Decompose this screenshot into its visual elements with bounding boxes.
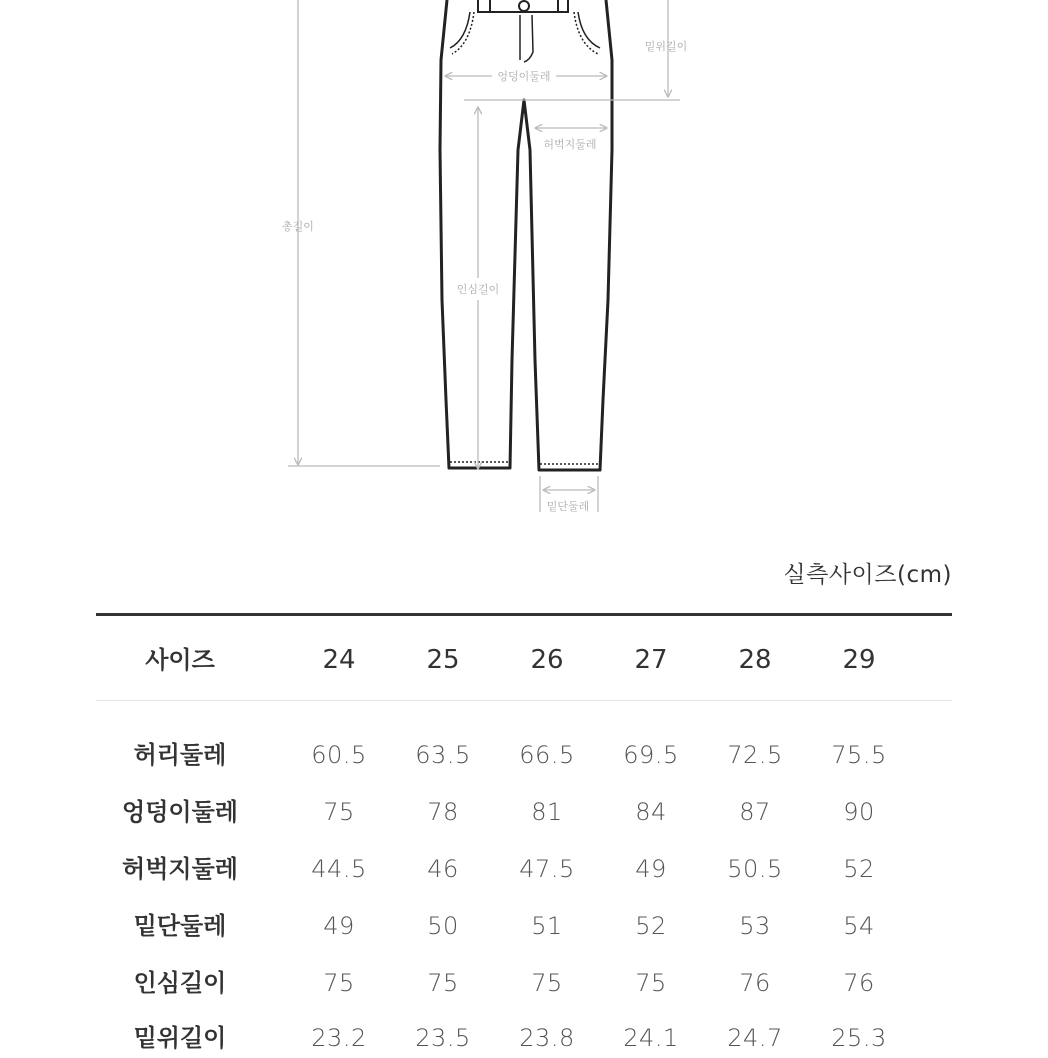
table-cell: 76 (843, 969, 875, 997)
table-cell: 54 (843, 912, 875, 940)
table-cell: 75 (323, 798, 355, 826)
table-cell: 50.5 (727, 855, 783, 883)
table-cell: 49 (635, 855, 667, 883)
size-col-4: 27 (634, 645, 668, 675)
size-col-1: 24 (322, 645, 356, 675)
table-row-hem (96, 906, 952, 946)
dimension-lines (288, 0, 680, 512)
size-col-5: 28 (738, 645, 772, 675)
row-label: 허벅지둘레 (122, 855, 238, 883)
table-cell: 75 (635, 969, 667, 997)
table-cell: 49 (323, 912, 355, 940)
waistband (478, 0, 568, 12)
table-cell: 75.5 (831, 741, 887, 769)
table-cell: 78 (427, 798, 459, 826)
label-inseam: 인심길이 (456, 283, 500, 296)
label-rise: 밑위길이 (644, 40, 688, 53)
table-header-divider (96, 700, 952, 701)
table-top-rule (96, 613, 952, 616)
table-cell: 90 (843, 798, 875, 826)
table-row-thigh (96, 849, 952, 889)
table-cell: 75 (323, 969, 355, 997)
table-cell: 47.5 (519, 855, 575, 883)
header-label: 사이즈 (145, 646, 215, 674)
table-cell: 24.7 (727, 1024, 783, 1052)
label-thigh: 허벅지둘레 (543, 138, 597, 151)
table-cell: 52 (635, 912, 667, 940)
size-col-2: 25 (426, 645, 460, 675)
table-cell: 24.1 (623, 1024, 679, 1052)
table-cell: 84 (635, 798, 667, 826)
row-label: 허리둘레 (133, 741, 227, 769)
table-cell: 23.8 (519, 1024, 575, 1052)
label-total-length: 총길이 (282, 220, 314, 233)
table-cell: 44.5 (311, 855, 367, 883)
table-cell: 50 (427, 912, 459, 940)
table-row-inseam (96, 963, 952, 1003)
label-hip: 엉덩이둘레 (497, 70, 551, 83)
label-hem: 밑단둘레 (546, 500, 590, 513)
table-cell: 53 (739, 912, 771, 940)
table-unit-title: 실측사이즈(cm) (783, 562, 952, 588)
table-cell: 72.5 (727, 741, 783, 769)
row-label: 밑단둘레 (133, 912, 227, 940)
table-row-rise (96, 1018, 952, 1058)
table-cell: 75 (531, 969, 563, 997)
table-cell: 81 (531, 798, 563, 826)
table-cell: 87 (739, 798, 771, 826)
table-cell: 63.5 (415, 741, 471, 769)
table-cell: 25.3 (831, 1024, 887, 1052)
table-cell: 75 (427, 969, 459, 997)
size-col-6: 29 (842, 645, 876, 675)
table-cell: 23.5 (415, 1024, 471, 1052)
row-label: 인심길이 (133, 969, 227, 997)
table-row-hip (96, 792, 952, 832)
table-cell: 52 (843, 855, 875, 883)
size-col-3: 26 (530, 645, 564, 675)
row-label: 밑위길이 (133, 1024, 227, 1052)
table-cell: 76 (739, 969, 771, 997)
table-cell: 51 (531, 912, 563, 940)
table-cell: 69.5 (623, 741, 679, 769)
table-cell: 46 (427, 855, 459, 883)
table-row-waist (96, 735, 952, 775)
table-cell: 66.5 (519, 741, 575, 769)
table-cell: 23.2 (311, 1024, 367, 1052)
row-label: 엉덩이둘레 (122, 798, 238, 826)
table-header-row (96, 640, 952, 680)
table-cell: 60.5 (311, 741, 367, 769)
